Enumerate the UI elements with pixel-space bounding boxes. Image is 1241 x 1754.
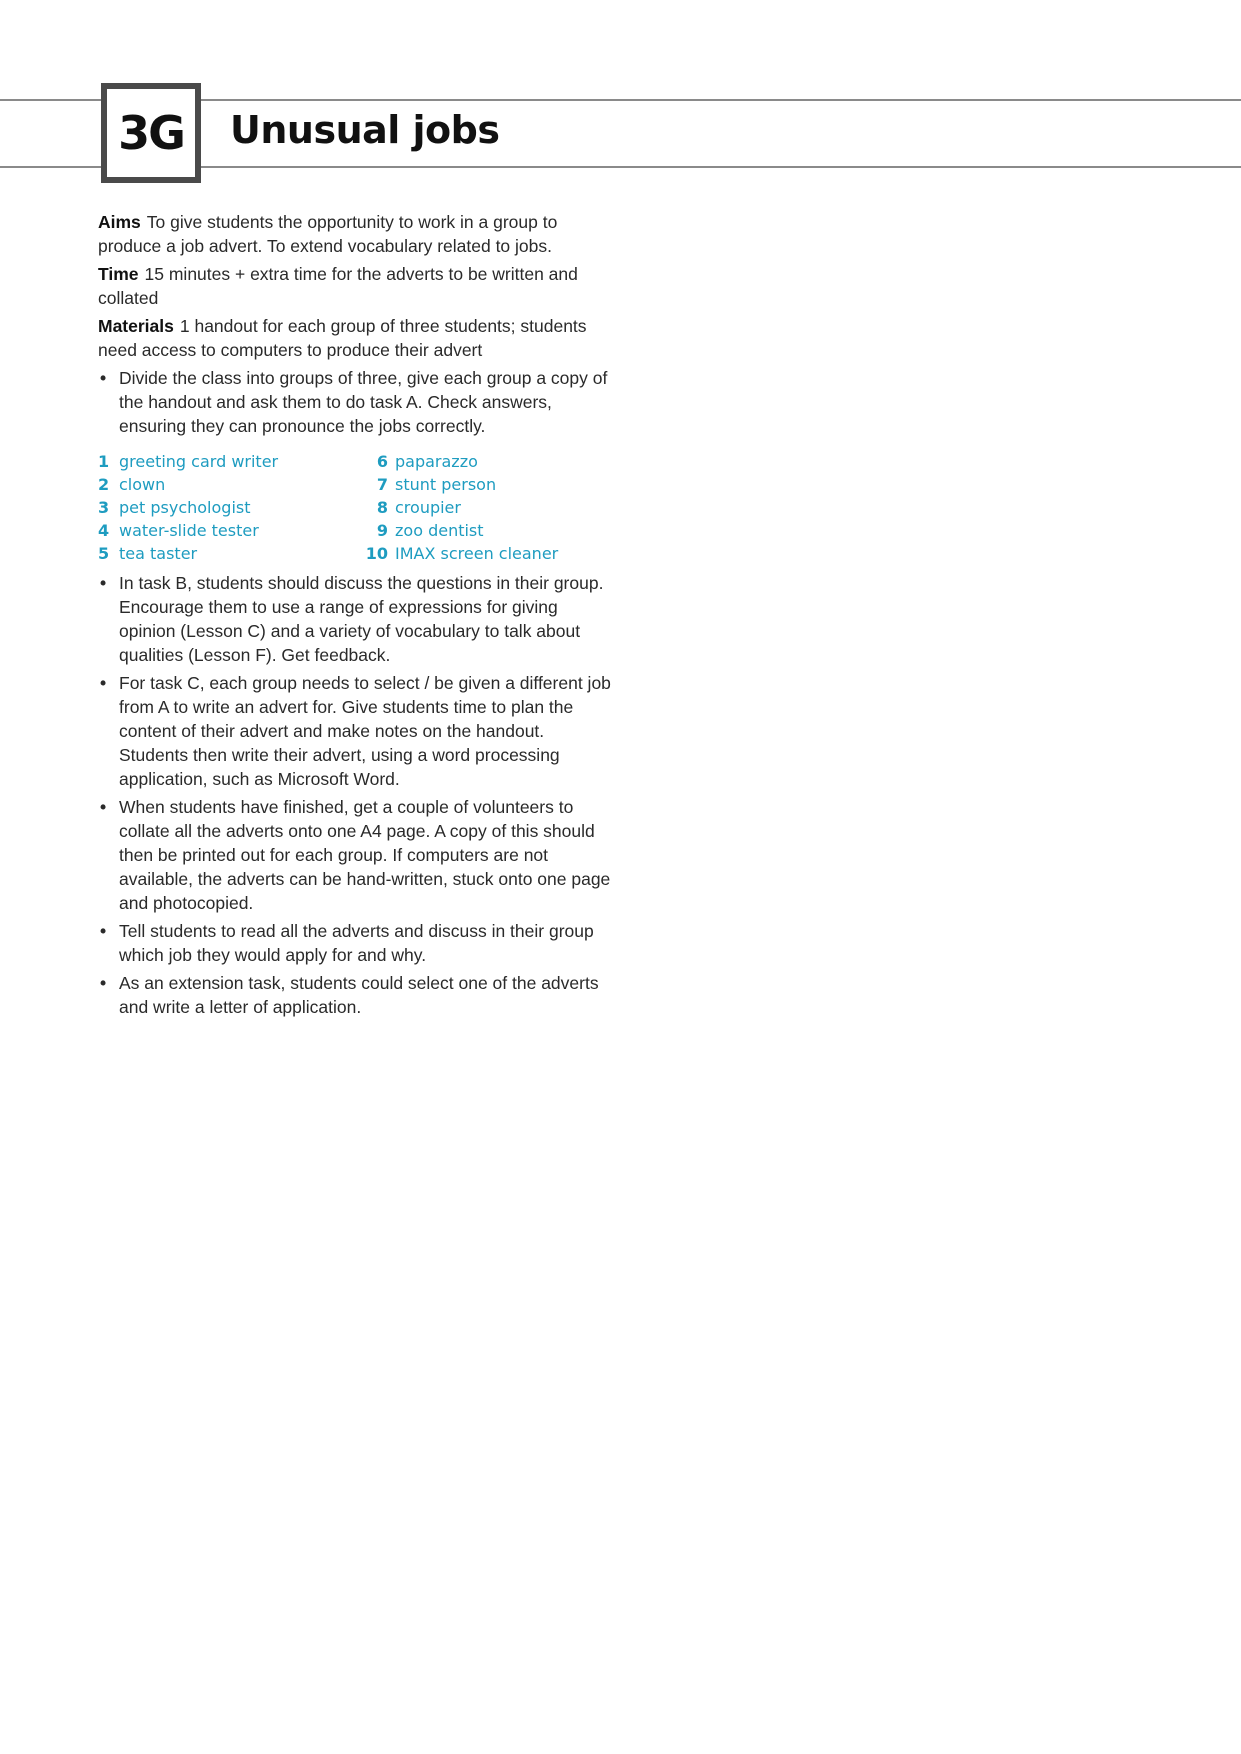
answer-item (360, 542, 618, 565)
answer-item (360, 450, 618, 473)
answer-text: greeting card writer (119, 451, 279, 471)
answer-number: 8 (376, 497, 388, 517)
bullet-icon: • (100, 573, 107, 593)
bullet-icon: • (100, 921, 107, 941)
answer-number: 7 (376, 474, 388, 494)
procedure-step-text: When students have finished, get a couple of volunteers to collate all the adverts onto one A4 page. A copy of this should then be printed out for each group. If computers are not available, the adverts can be hand-written, stuck onto one page and photocopied. (119, 797, 611, 913)
page-title: Unusual jobs (230, 108, 500, 152)
materials-field (98, 314, 618, 362)
procedure-list-1 (98, 366, 618, 438)
procedure-step (98, 919, 618, 967)
answer-item (98, 473, 360, 496)
procedure-step-text: For task C, each group needs to select / be given a different job from A to write an advert for. Give students time to plan the content of their advert and make notes on the handout. Students then write their advert, using a word processing application, such as Microsoft Word. (119, 673, 611, 789)
procedure-step (98, 671, 618, 791)
lesson-badge: 3G (101, 83, 201, 183)
procedure-step (98, 795, 618, 915)
answer-text: clown (119, 474, 166, 494)
answer-item (98, 519, 360, 542)
aims-label: Aims (98, 212, 141, 232)
answer-number: 1 (98, 451, 110, 471)
answer-number: 2 (98, 474, 110, 494)
answer-number: 9 (376, 520, 388, 540)
aims-text: To give students the opportunity to work in a group to produce a job advert. To extend vocabulary related to jobs. (98, 212, 558, 256)
answer-key (98, 450, 618, 565)
procedure-step (98, 971, 618, 1019)
answer-item (360, 473, 618, 496)
time-text: 15 minutes + extra time for the adverts to be written and collated (98, 264, 578, 308)
time-field (98, 262, 618, 310)
answer-number: 3 (98, 497, 110, 517)
answer-text: tea taster (119, 543, 198, 563)
answer-text: paparazzo (395, 451, 478, 471)
materials-label: Materials (98, 316, 174, 336)
answer-number: 4 (98, 520, 110, 540)
bullet-icon: • (100, 797, 107, 817)
answer-item (98, 496, 360, 519)
procedure-step (98, 571, 618, 667)
bullet-icon: • (100, 673, 107, 693)
answer-text: pet psychologist (119, 497, 251, 517)
procedure-step-text: In task B, students should discuss the questions in their group. Encourage them to use a range of expressions for giving opinion (Lesson C) and a variety of vocabulary to talk about qualities (Lesson F). Get feedback. (119, 573, 604, 665)
aims-field (98, 210, 618, 258)
answer-text: croupier (395, 497, 461, 517)
bullet-icon: • (100, 973, 107, 993)
answer-item (98, 450, 360, 473)
answer-item (360, 519, 618, 542)
answer-number: 10 (365, 543, 388, 563)
answer-text: zoo dentist (395, 520, 484, 540)
procedure-step-text: Tell students to read all the adverts and discuss in their group which job they would apply for and why. (119, 921, 594, 965)
procedure-list-2 (98, 571, 618, 1019)
procedure-step-text: As an extension task, students could select one of the adverts and write a letter of application. (119, 973, 599, 1017)
answer-number: 6 (376, 451, 388, 471)
answer-text: IMAX screen cleaner (395, 543, 559, 563)
answer-item (360, 496, 618, 519)
procedure-step (98, 366, 618, 438)
teacher-notes (98, 210, 618, 1023)
time-label: Time (98, 264, 139, 284)
bullet-icon: • (100, 368, 107, 388)
procedure-step-text: Divide the class into groups of three, give each group a copy of the handout and ask them to do task A. Check answers, ensuring they can pronounce the jobs correctly. (119, 368, 608, 436)
materials-text: 1 handout for each group of three students; students need access to computers to produce their advert (98, 316, 587, 360)
answer-text: water-slide tester (119, 520, 259, 540)
answer-item (98, 542, 360, 565)
answer-number: 5 (98, 543, 110, 563)
answer-text: stunt person (395, 474, 497, 494)
